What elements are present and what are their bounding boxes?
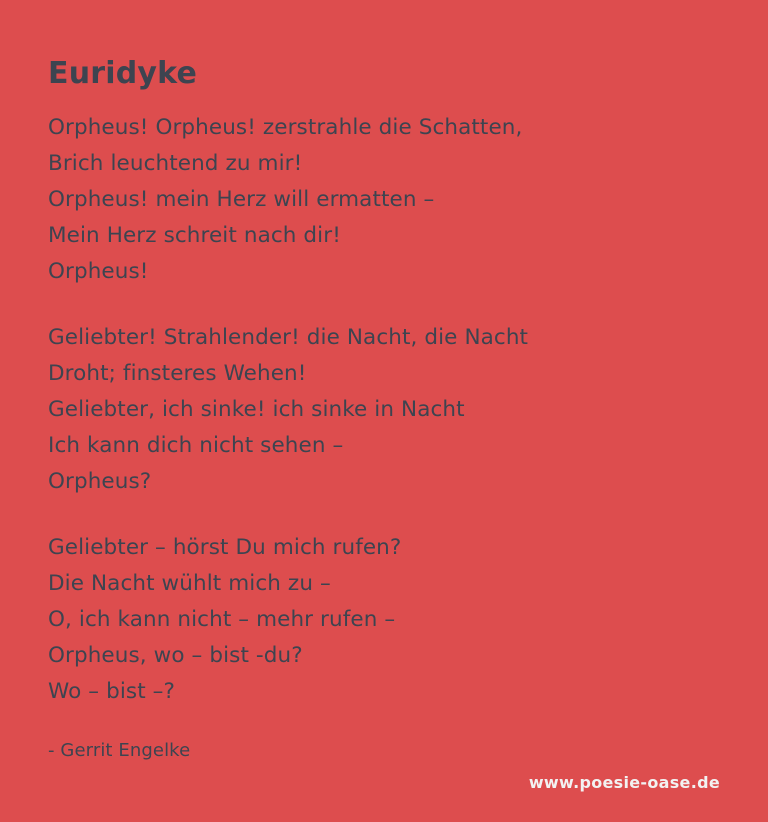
poem-line: Ich kann dich nicht sehen –: [48, 433, 344, 458]
stanza-2: [48, 320, 720, 500]
poem-line: Geliebter – hörst Du mich rufen?: [48, 535, 402, 560]
poem-line: Mein Herz schreit nach dir!: [48, 223, 341, 248]
poem-line: O, ich kann nicht – mehr rufen –: [48, 607, 396, 632]
poem-author: - Gerrit Engelke: [48, 740, 191, 761]
poem-line: Orpheus! mein Herz will ermatten –: [48, 187, 435, 212]
poem-line: Wo – bist –?: [48, 679, 176, 704]
poem-line: Brich leuchtend zu mir!: [48, 151, 303, 176]
stanza-3: [48, 530, 720, 710]
stanza-1: [48, 110, 720, 290]
poem-line: Orpheus?: [48, 469, 152, 494]
poem-line: Droht; finsteres Wehen!: [48, 361, 307, 386]
page-title: Euridyke: [48, 56, 198, 91]
site-url: www.poesie-oase.de: [528, 773, 720, 792]
poem-line: Die Nacht wühlt mich zu –: [48, 571, 331, 596]
poem-line: Orpheus!: [48, 259, 149, 284]
poem-line: Orpheus! Orpheus! zerstrahle die Schatten,: [48, 115, 523, 140]
poem-line: Geliebter! Strahlender! die Nacht, die Nacht: [48, 325, 529, 350]
poem-line: Orpheus, wo – bist -du?: [48, 643, 303, 668]
poem-line: Geliebter, ich sinke! ich sinke in Nacht: [48, 397, 465, 422]
